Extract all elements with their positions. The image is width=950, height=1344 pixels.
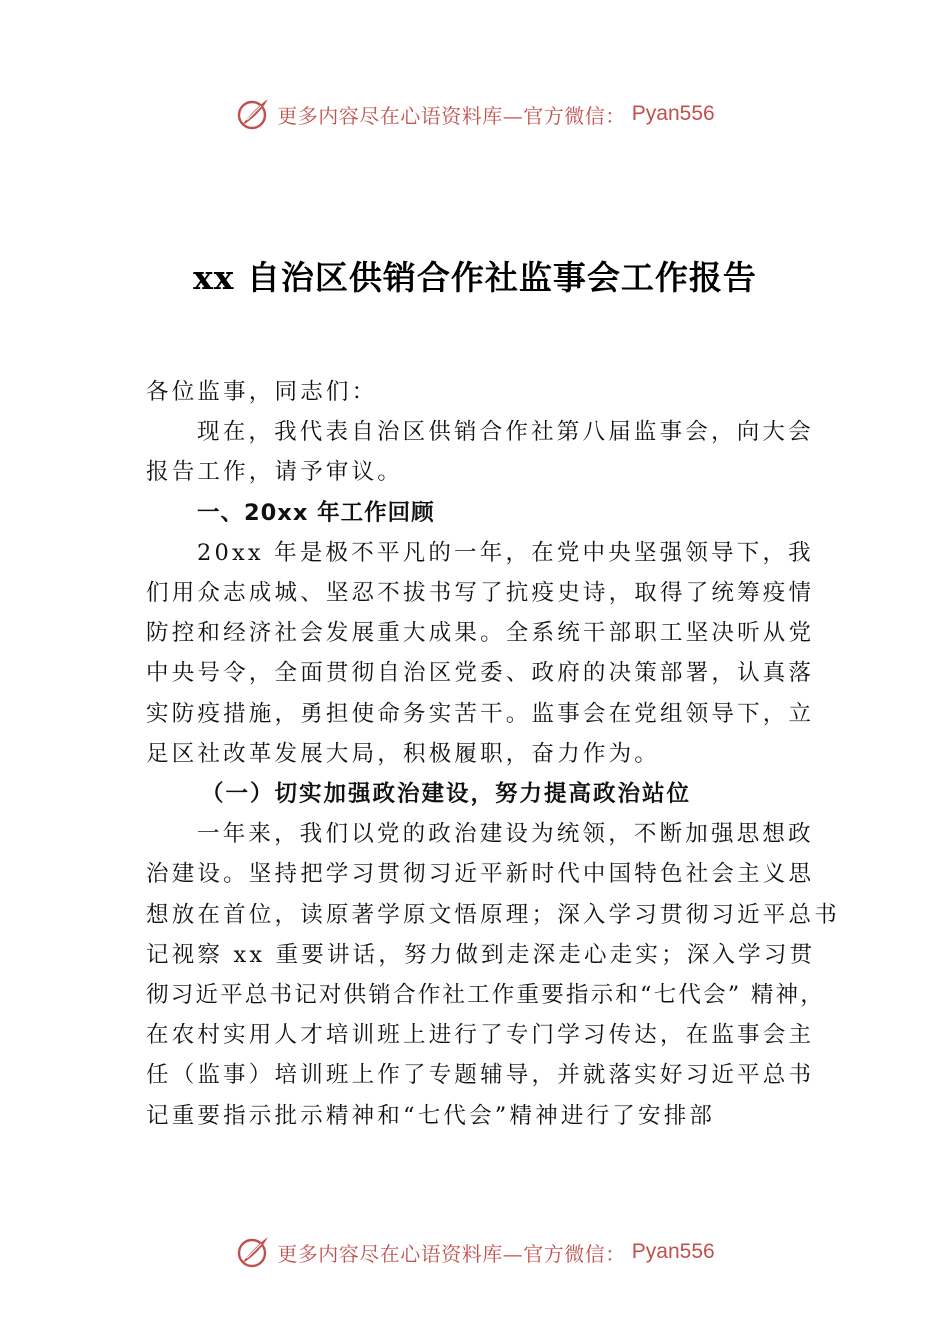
paragraph-line: 记重要指示批示精神和“七代会”精神进行了安排部	[146, 1102, 716, 1129]
watermark-text: 更多内容尽在心语资料库—官方微信：	[277, 1241, 626, 1266]
paragraph-line: 彻习近平总书记对供销合作社工作重要指示和“七代会” 精神，	[146, 982, 825, 1009]
feather-pen-logo-icon	[235, 1234, 271, 1270]
feather-pen-logo-icon	[235, 96, 271, 132]
document-body	[146, 372, 840, 1136]
political-paragraph	[146, 814, 840, 1136]
paragraph-line: 任（监事）培训班上作了专题辅导，并就落实好习近平总书	[146, 1062, 815, 1089]
section-heading: 一、20xx 年工作回顾	[197, 499, 435, 526]
intro-paragraph: 现在，我代表自治区供销合作社第八届监事会，向大会报告工作，请予审议。	[146, 419, 814, 486]
watermark-text: 更多内容尽在心语资料库—官方微信：	[277, 103, 626, 128]
paragraph-line: 记视察 xx 重要讲话，努力做到走深走心走实；深入学习贯	[146, 941, 816, 968]
review-paragraph: 20xx 年是极不平凡的一年，在党中央坚强领导下，我们用众志成城、坚忍不拔书写了抗疫史诗，取得了统筹疫情防控和经济社会发展重大成果。全系统干部职工坚决听从党中央号令，全面贯彻自治区党委、政府的决策部署，认真落实防疫措施，勇担使命务实苦干。监事会在党组领导下，立足区社改革发展大局，积极履职，奋力作为。	[146, 539, 815, 767]
paragraph-line: 想放在首位，读原著学原文悟原理；深入学习贯彻习近平总书	[146, 901, 840, 928]
salutation: 各位监事，同志们：	[146, 379, 378, 405]
paragraph-line: 一年来，我们以党的政治建设为统领，不断加强思想政	[197, 821, 814, 848]
footer-watermark-banner	[0, 1232, 950, 1272]
watermark-wechat-handle: Pyan556	[631, 1240, 715, 1263]
header-watermark-banner	[0, 94, 950, 134]
paragraph-line: 在农村实用人才培训班上进行了专门学习传达，在监事会主	[146, 1022, 815, 1049]
document-title: xx 自治区供销合作社监事会工作报告	[193, 258, 757, 297]
paragraph-line: 治建设。坚持把学习贯彻习近平新时代中国特色社会主义思	[146, 861, 815, 888]
subsection-heading: （一）切实加强政治建设，努力提高政治站位	[201, 781, 692, 808]
watermark-wechat-handle: Pyan556	[631, 102, 715, 125]
